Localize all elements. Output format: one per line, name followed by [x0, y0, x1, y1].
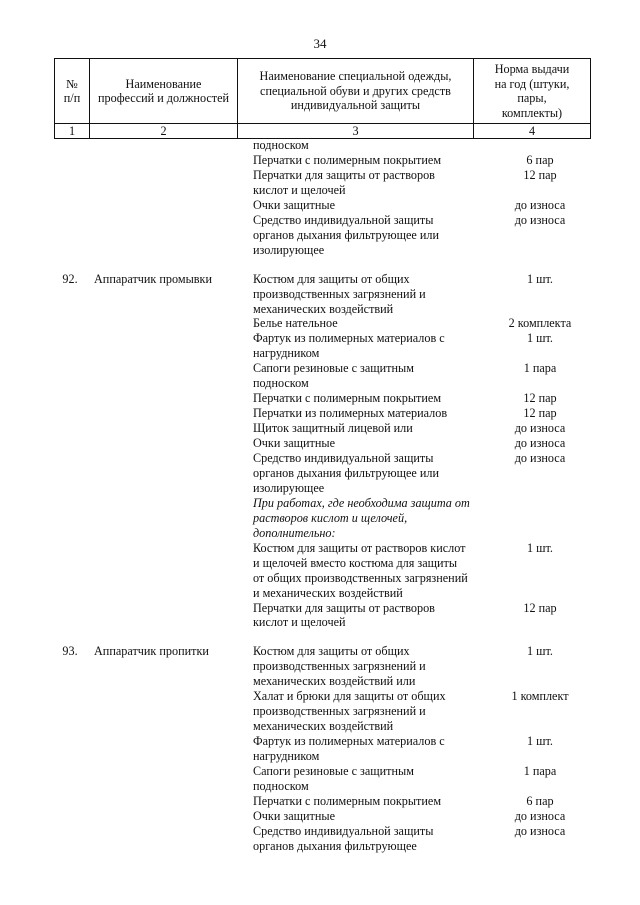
equipment-item: Средство индивидуальной защиты — [253, 823, 434, 838]
header-norm-cell — [474, 59, 591, 124]
issue-norm: до износа — [514, 436, 566, 450]
header-col4-label: Норма выдачи на год (штуки, пары, комплекты) — [494, 62, 570, 120]
equipment-item: Перчатки для защиты от растворов — [253, 600, 435, 615]
header-col1-label: № п/п — [63, 76, 81, 105]
equipment-item: растворов кислот и щелочей, — [253, 510, 408, 525]
equipment-item: производственных загрязнений и — [253, 704, 426, 719]
equipment-item: Сапоги резиновые с защитным — [253, 764, 414, 778]
equipment-item: подноском — [253, 779, 309, 793]
equipment-item: Перчатки для защиты от растворов — [253, 167, 435, 182]
equipment-item: и механических воздействий — [253, 585, 403, 600]
equipment-item: Костюм для защиты от общих — [253, 271, 410, 286]
issue-norm: 12 пар — [523, 600, 557, 615]
equipment-item: механических воздействий или — [253, 674, 416, 689]
issue-norm: 1 комплект — [511, 689, 569, 704]
equipment-item: изолирующее — [253, 480, 325, 495]
equipment-item: производственных загрязнений и — [253, 659, 426, 674]
issue-norm: 1 пара — [523, 764, 557, 778]
equipment-item: Халат и брюки для защиты от общих — [253, 689, 446, 704]
issue-norm: 1 шт. — [527, 271, 553, 286]
equipment-item: Перчатки с полимерным покрытием — [253, 391, 442, 406]
issue-norm: до износа — [514, 808, 566, 823]
equipment-item: Фартук из полимерных материалов с — [253, 331, 445, 346]
equipment-item: подноском — [253, 138, 309, 152]
header-equipment-cell — [238, 59, 474, 124]
equipment-item: органов дыхания фильтрующее или — [253, 227, 440, 242]
equipment-item: Средство индивидуальной защиты — [253, 451, 434, 465]
column-number: 2 — [90, 124, 238, 139]
equipment-item: органов дыхания фильтрующее или — [253, 465, 440, 480]
issue-norm: до износа — [514, 197, 566, 212]
equipment-item: кислот и щелочей — [253, 182, 346, 197]
profession-name: Аппаратчик пропитки — [94, 644, 209, 659]
equipment-item: дополнительно: — [253, 525, 336, 540]
equipment-item: Перчатки с полимерным покрытием — [253, 152, 442, 167]
equipment-item: нагрудником — [253, 749, 320, 764]
issue-norm: 6 пар — [526, 152, 554, 167]
column-number: 1 — [55, 124, 90, 139]
equipment-item: нагрудником — [253, 346, 320, 361]
equipment-item: изолирующее — [253, 242, 325, 257]
issue-norm: до износа — [514, 451, 566, 465]
issue-norm: 1 шт. — [527, 644, 553, 659]
header-col3-label: Наименование специальной одежды, специальной обуви и других средств индивидуальной защиты — [259, 69, 452, 113]
equipment-item: и щелочей вместо костюма для защиты — [253, 555, 458, 570]
issue-norm: 1 шт. — [527, 331, 553, 346]
issue-norm: 12 пар — [523, 406, 557, 421]
row-number: 93. — [62, 644, 78, 659]
header-col2-label: Наименование профессий и должностей — [97, 76, 230, 105]
equipment-item: Очки защитные — [253, 808, 335, 823]
header-number-cell — [55, 59, 90, 124]
equipment-item: При работах, где необходима защита от — [253, 495, 470, 510]
equipment-item: Костюм для защиты от растворов кислот — [253, 540, 466, 555]
equipment-item: Перчатки из полимерных материалов — [253, 406, 448, 421]
equipment-item: Очки защитные — [253, 436, 335, 450]
column-number: 3 — [238, 124, 474, 139]
equipment-item: Щиток защитный лицевой или — [253, 421, 413, 436]
equipment-item: производственных загрязнений и — [253, 286, 426, 301]
equipment-item: кислот и щелочей — [253, 615, 346, 630]
equipment-item: Очки защитные — [253, 197, 335, 212]
issue-norm: 6 пар — [526, 793, 554, 808]
issue-norm: 12 пар — [523, 391, 557, 406]
column-number: 4 — [474, 124, 591, 139]
equipment-item: Белье нательное — [253, 316, 338, 331]
equipment-item: Средство индивидуальной защиты — [253, 212, 434, 227]
equipment-item: Сапоги резиновые с защитным — [253, 361, 414, 376]
issue-norm: до износа — [514, 421, 566, 436]
profession-name: Аппаратчик промывки — [94, 271, 212, 286]
table-header — [54, 58, 591, 139]
equipment-item: от общих производственных загрязнений — [253, 570, 468, 585]
issue-norm: 1 пара — [523, 361, 557, 376]
issue-norm: до износа — [514, 823, 566, 838]
equipment-item: подноском — [253, 376, 309, 391]
equipment-item: механических воздействий — [253, 301, 394, 316]
row-number: 92. — [62, 271, 78, 286]
equipment-item: механических воздействий — [253, 719, 394, 734]
page-number: 34 — [313, 36, 327, 51]
issue-norm: до износа — [514, 212, 566, 227]
issue-norm: 1 шт. — [527, 734, 553, 749]
equipment-item: Костюм для защиты от общих — [253, 644, 410, 659]
header-profession-cell — [90, 59, 238, 124]
equipment-item: Перчатки с полимерным покрытием — [253, 793, 442, 808]
equipment-item: органов дыхания фильтрующее — [253, 838, 417, 853]
issue-norm: 12 пар — [523, 167, 557, 182]
issue-norm: 1 шт. — [527, 540, 553, 555]
issue-norm: 2 комплекта — [508, 316, 572, 331]
equipment-item: Фартук из полимерных материалов с — [253, 734, 445, 749]
